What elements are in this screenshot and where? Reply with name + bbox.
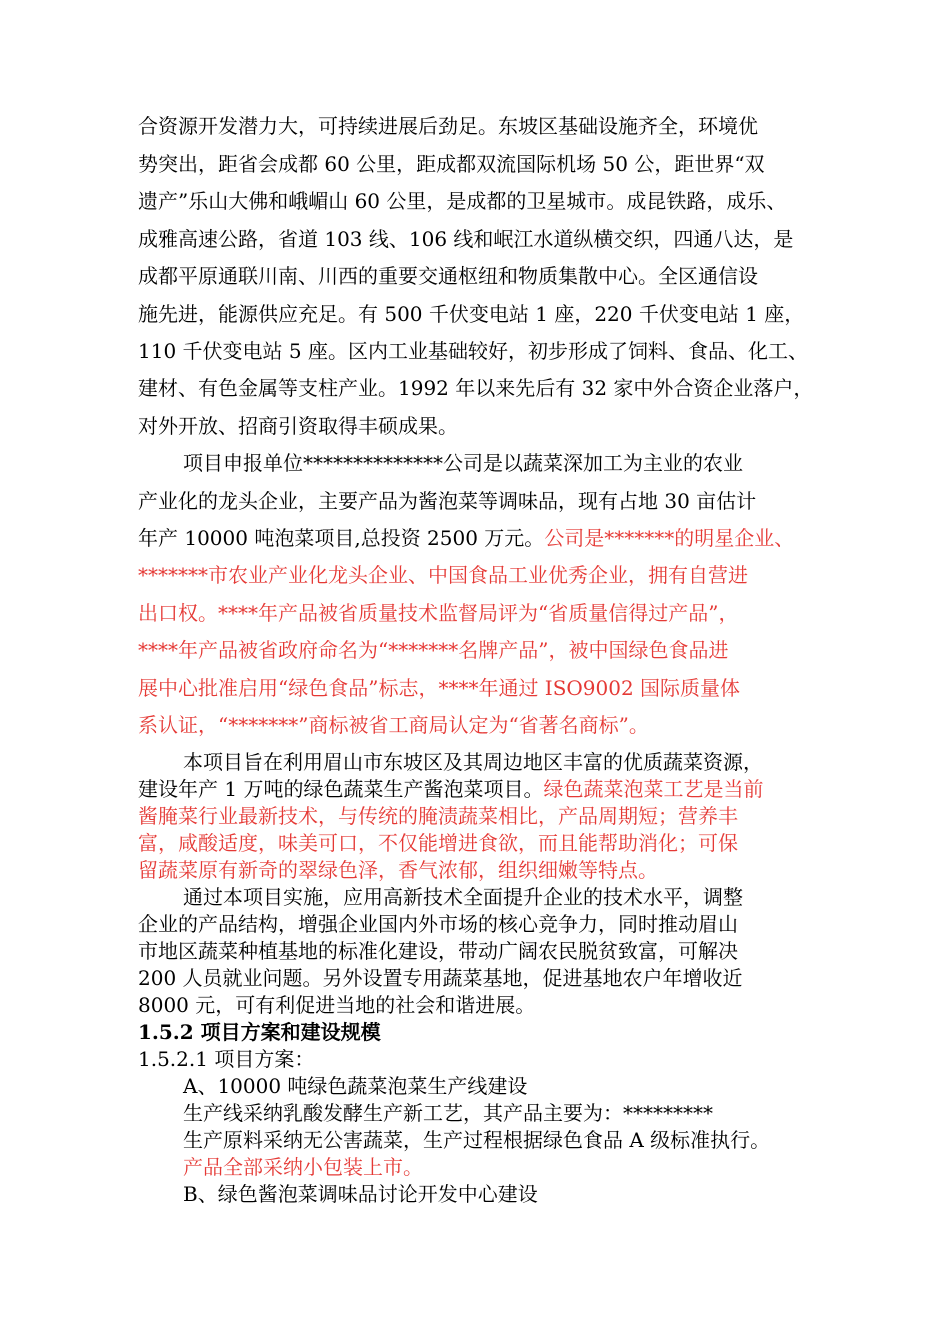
text-span: 年产 10000 吨泡菜项目,总投资 2500 万元。 <box>138 526 545 550</box>
text-line: 遗产”乐山大佛和峨嵋山 60 公里，是成都的卫星城市。成昆铁路，成乐、 <box>138 189 787 213</box>
text-line: 成雅高速公路，省道 103 线、106 线和岷江水道纵横交织，四通八达，是 <box>138 227 794 251</box>
text-line: 对外开放、招商引资取得丰硕成果。 <box>138 414 458 438</box>
text-line: 110 千伏变电站 5 座。区内工业基础较好，初步形成了饲料、食品、化工、 <box>138 339 808 363</box>
text-line <box>138 775 763 803</box>
text-line: 成都平原通联川南、川西的重要交通枢纽和物质集散中心。全区通信设 <box>138 264 758 288</box>
text-line: 产业化的龙头企业，主要产品为酱泡菜等调味品，现有占地 30 亩估计 <box>138 489 757 513</box>
text-line: 生产原料采纳无公害蔬菜，生产过程根据绿色食品 A 级标准执行。 <box>183 1128 771 1152</box>
highlight-line: ****年产品被省政府命名为“*******名牌产品”，被中国绿色食品进 <box>138 638 729 662</box>
text-line: 200 人员就业问题。另外设置专用蔬菜基地，促进基地农户年增收近 <box>138 966 743 990</box>
text-span: 建设年产 1 万吨的绿色蔬菜生产酱泡菜项目。 <box>138 777 544 801</box>
subsection-heading: 1.5.2.1 项目方案： <box>138 1047 315 1071</box>
highlight-line: *******市农业产业化龙头企业、中国食品工业优秀企业，拥有自营进 <box>138 563 748 587</box>
text-line: 建材、有色金属等支柱产业。1992 年以来先后有 32 家中外合资企业落户， <box>138 376 814 400</box>
highlight-line: 富，咸酸适度，味美可口，不仅能增进食欲，而且能帮助消化；可保 <box>138 831 738 855</box>
text-line: 8000 元，可有利促进当地的社会和谐进展。 <box>138 993 536 1017</box>
text-line: 本项目旨在利用眉山市东坡区及其周边地区丰富的优质蔬菜资源， <box>183 750 763 774</box>
list-item-a: A、10000 吨绿色蔬菜泡菜生产线建设 <box>183 1074 528 1098</box>
text-line: 施先进，能源供应充足。有 500 千伏变电站 1 座，220 千伏变电站 1 座， <box>138 302 805 326</box>
highlight-line: 产品全部采纳小包装上市。 <box>183 1155 423 1179</box>
text-line <box>138 524 794 552</box>
section-heading: 1.5.2 项目方案和建设规模 <box>138 1020 381 1044</box>
text-line: 通过本项目实施，应用高新技术全面提升企业的技术水平，调整 <box>183 885 743 909</box>
highlight-line: 留蔬菜原有新奇的翠绿色泽，香气浓郁，组织细嫩等特点。 <box>138 858 658 882</box>
list-item-b: B、绿色酱泡菜调味品讨论开发中心建设 <box>183 1182 538 1206</box>
text-line: 生产线采纳乳酸发酵生产新工艺，其产品主要为：********* <box>183 1101 713 1125</box>
text-line: 合资源开发潜力大，可持续进展后劲足。东坡区基础设施齐全，环境优 <box>138 114 758 138</box>
text-line: 市地区蔬菜种植基地的标准化建设，带动广阔农民脱贫致富，可解决 <box>138 939 738 963</box>
text-line: 企业的产品结构，增强企业国内外市场的核心竞争力，同时推动眉山 <box>138 912 738 936</box>
highlight-line: 展中心批准启用“绿色食品”标志，****年通过 ISO9002 国际质量体 <box>138 676 741 700</box>
highlight-line: 出口权。****年产品被省质量技术监督局评为“省质量信得过产品”， <box>138 601 739 625</box>
text-line: 项目申报单位**************公司是以蔬菜深加工为主业的农业 <box>183 451 743 475</box>
highlight-line: 系认证，“*******”商标被省工商局认定为“省著名商标”。 <box>138 713 649 737</box>
highlight-text: 绿色蔬菜泡菜工艺是当前 <box>543 777 764 801</box>
highlight-line: 酱腌菜行业最新技术，与传统的腌渍蔬菜相比，产品周期短；营养丰 <box>138 804 738 828</box>
text-line: 势突出，距省会成都 60 公里，距成都双流国际机场 50 公，距世界“双 <box>138 152 765 176</box>
highlight-text: 公司是*******的明星企业、 <box>544 526 795 550</box>
